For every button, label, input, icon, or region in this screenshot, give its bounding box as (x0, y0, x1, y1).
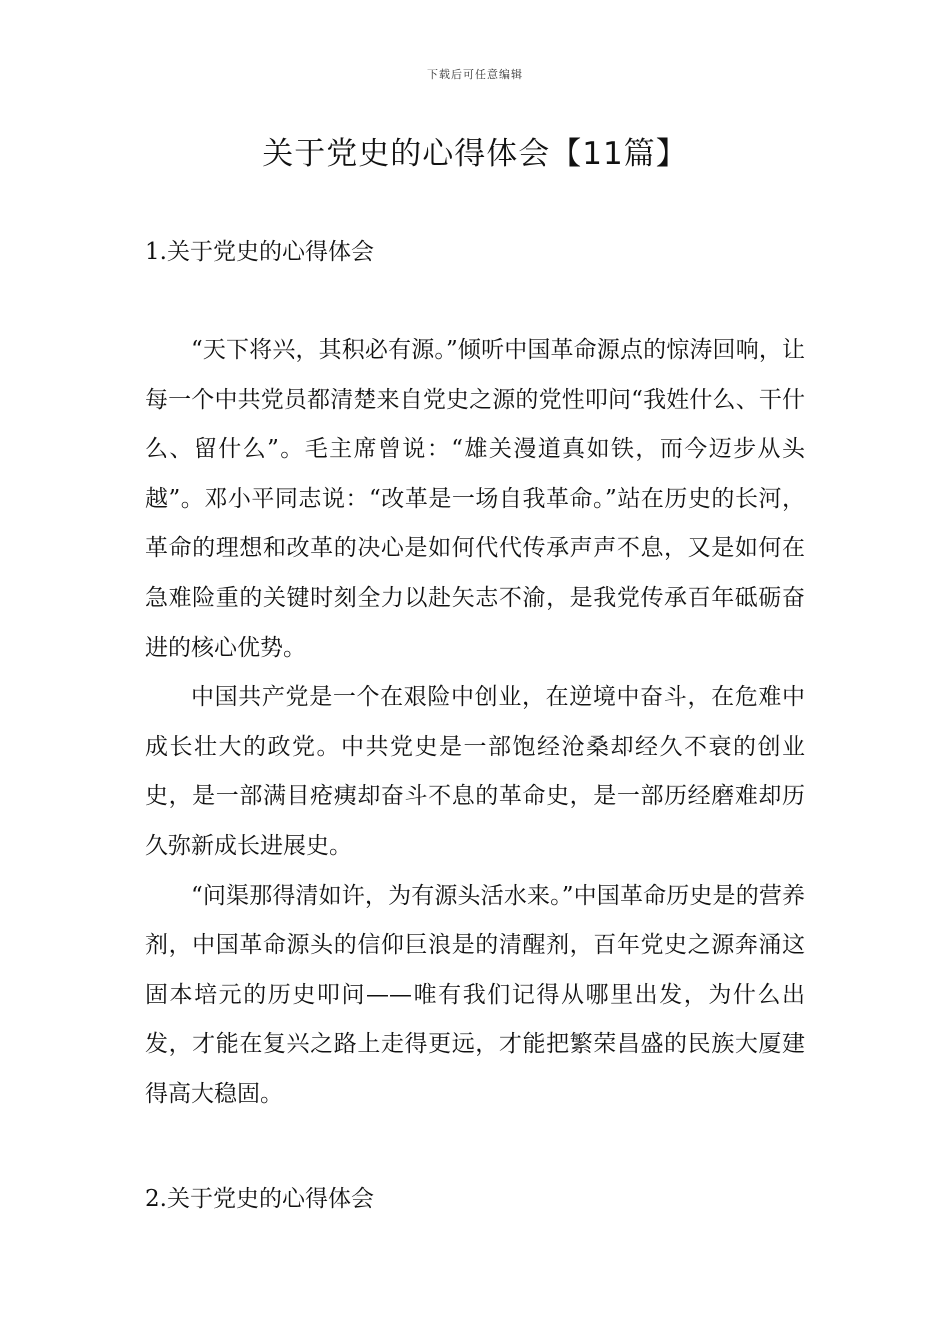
paragraph: “问渠那得清如许，为有源头活水来。”中国革命历史是的营养剂，中国革命源头的信仰巨浪是的清醒剂，百年党史之源奔涌这固本培元的历史叩问——唯有我们记得从哪里出发，为什么出发，才能在复兴之路上走得更远，才能把繁荣昌盛的民族大厦建得高大稳固。 (145, 882, 805, 1107)
section-heading-1: 1.关于党史的心得体会 (145, 239, 374, 265)
section-body-1 (145, 326, 805, 1120)
paragraph: 中国共产党是一个在艰险中创业，在逆境中奋斗，在危难中成长壮大的政党。中共党史是一部饱经沧桑却经久不衰的创业史，是一部满目疮痍却奋斗不息的革命史，是一部历经磨难却历久弥新成长进展史。 (145, 684, 805, 859)
paragraph: “天下将兴，其积必有源。”倾听中国革命源点的惊涛回响，让每一个中共党员都清楚来自党史之源的党性叩问“我姓什么、干什么、留什么”。毛主席曾说：“雄关漫道真如铁，而今迈步从头越”。邓小平同志说：“改革是一场自我革命。”站在历史的长河，革命的理想和改革的决心是如何代代传承声声不息，又是如何在急难险重的关键时刻全力以赴矢志不渝，是我党传承百年砥砺奋进的核心优势。 (145, 337, 805, 661)
document-title: 关于党史的心得体会【11篇】 (262, 136, 688, 172)
header-note: 下载后可任意编辑 (427, 68, 523, 81)
section-heading-2: 2.关于党史的心得体会 (145, 1186, 374, 1212)
